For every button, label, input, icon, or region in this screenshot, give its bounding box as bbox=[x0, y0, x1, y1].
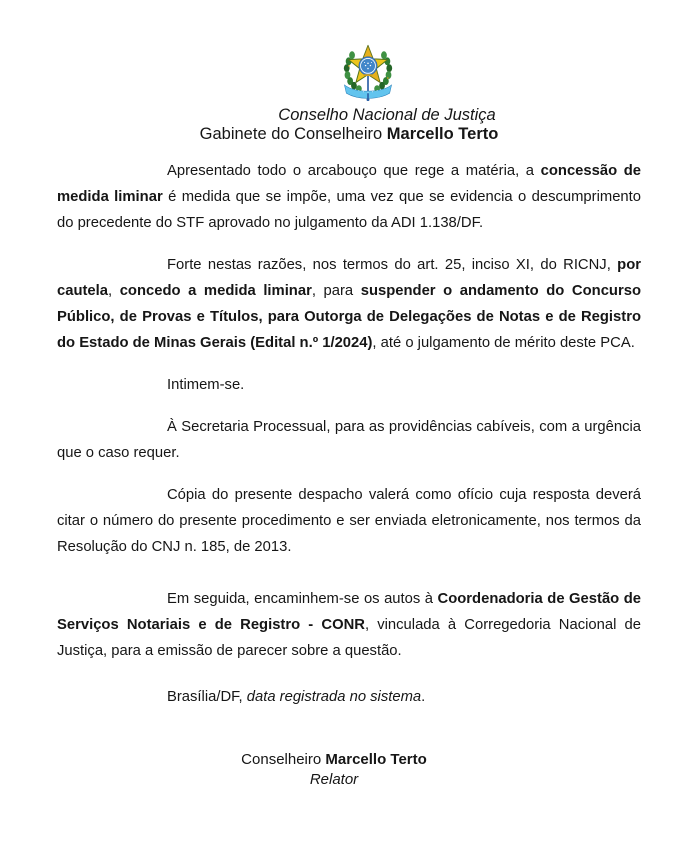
paragraph-7 bbox=[57, 684, 641, 710]
signer-role-prefix: Conselheiro bbox=[241, 751, 326, 768]
signature-block bbox=[42, 750, 626, 790]
text-segment: é medida que se impõe, uma vez que se evidencia o descumprimento do precedente do STF aprovado no julgamento da ADI 1.138/DF. bbox=[57, 189, 641, 231]
text-segment: , até o julgamento de mérito deste PCA. bbox=[372, 335, 635, 351]
paragraph-4 bbox=[57, 414, 641, 466]
text-segment: Cópia do presente despacho valerá como ofício cuja resposta deverá citar o número do presente procedimento e ser enviada eletronicamente, nos termos da Resolução do CNJ n. 185, de 2013. bbox=[57, 487, 641, 555]
text-segment-bold: concedo a medida liminar bbox=[119, 283, 312, 299]
text-segment-bold: por cautela bbox=[57, 257, 641, 299]
text-segment-bold: suspender o andamento do Concurso Público, de Provas e Títulos, para Outorga de Delegações de Notas e de Registro do Estado de Minas Gerais (Edital n.º 1/2024) bbox=[57, 283, 641, 351]
office-holder-name: Marcello Terto bbox=[386, 125, 499, 143]
text-segment: Forte nestas razões, nos termos do art. 25, inciso XI, do RICNJ, bbox=[167, 257, 618, 273]
office-prefix: Gabinete do Conselheiro bbox=[199, 125, 387, 143]
office-line bbox=[2, 125, 694, 144]
brazil-coat-of-arms-icon bbox=[330, 43, 406, 104]
document-body bbox=[0, 144, 694, 790]
signer-title: Relator bbox=[309, 771, 359, 788]
text-segment-bold: Coordenadoria de Gestão de Serviços Notariais e de Registro - CONR bbox=[57, 591, 641, 633]
text-segment: Brasília/DF, bbox=[167, 689, 247, 705]
signer-name: Marcello Terto bbox=[325, 751, 427, 768]
text-segment-italic: data registrada no sistema bbox=[246, 689, 422, 705]
text-segment: Apresentado todo o arcabouço que rege a matéria, a bbox=[167, 163, 541, 179]
text-segment: . bbox=[421, 689, 426, 705]
paragraph-1 bbox=[57, 158, 641, 236]
letterhead bbox=[0, 0, 694, 144]
text-segment: À Secretaria Processual, para as providências cabíveis, com a urgência que o caso requer. bbox=[57, 419, 641, 461]
paragraph-2 bbox=[57, 252, 641, 356]
text-segment: , vinculada à Corregedoria Nacional de Justiça, para a emissão de parecer sobre a questão. bbox=[57, 617, 641, 659]
text-segment-bold: concessão de medida liminar bbox=[57, 163, 641, 205]
paragraph-5 bbox=[57, 482, 641, 560]
text-segment: , bbox=[108, 283, 120, 299]
paragraph-6 bbox=[57, 586, 641, 664]
paragraph-3 bbox=[57, 372, 641, 398]
text-segment: Intimem-se. bbox=[167, 377, 245, 393]
text-segment: Em seguida, encaminhem-se os autos à bbox=[167, 591, 438, 607]
signer-line bbox=[42, 750, 626, 770]
org-name: Conselho Nacional de Justiça bbox=[278, 106, 496, 124]
brazil-coat-of-arms-graphic bbox=[330, 43, 406, 104]
text-segment: , para bbox=[311, 283, 361, 299]
